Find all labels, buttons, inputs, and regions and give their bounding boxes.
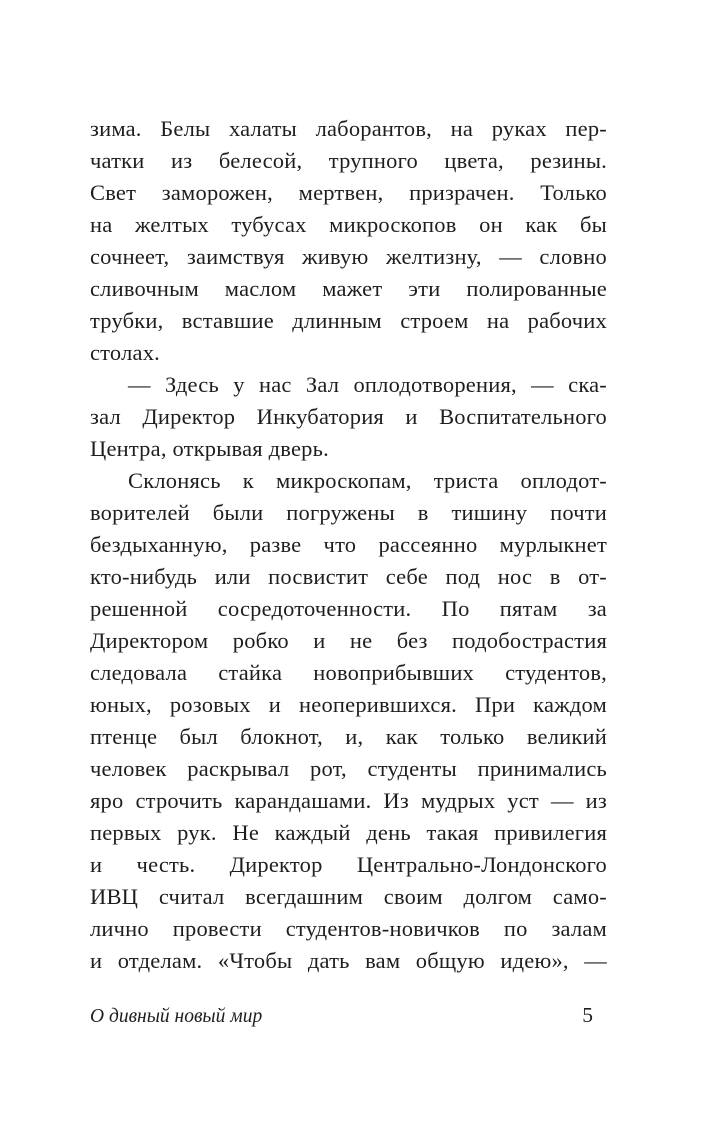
text-line: — Здесь у нас Зал оплодотворения, — ска- [128,372,607,397]
text-line: сливочным маслом мажет эти полированные [90,276,607,301]
text-line: решенной сосредоточенности. По пятам за [90,596,607,621]
text-line: бездыханную, разве что рассеянно мурлыкнет [90,532,607,557]
text-line: человек раскрывал рот, студенты принимались [90,756,607,781]
text-line: кто-нибудь или посвистит себе под нос в от- [90,564,607,589]
page-text [90,113,607,977]
text-line: лично провести студентов-новичков по залам [90,916,607,941]
text-line: зал Директор Инкубатория и Воспитательного [90,404,607,429]
page-footer [90,1001,607,1031]
running-title: О дивный новый мир [90,1006,263,1027]
text-line: сочнеет, заимствуя живую желтизну, — словно [90,244,607,269]
text-line: Центра, открывая дверь. [90,436,329,461]
text-line: на желтых тубусах микроскопов он как бы [90,212,607,237]
text-line: юных, розовых и неоперившихся. При каждом [90,692,607,717]
text-line: Свет заморожен, мертвен, призрачен. Только [90,180,607,205]
text-line: и честь. Директор Центрально-Лондонского [90,852,607,877]
text-line: Директором робко и не без подобострастия [90,628,607,653]
text-line: следовала стайка новоприбывших студентов, [90,660,607,685]
text-line: чатки из белесой, трупного цвета, резины. [90,148,607,173]
text-line: птенце был блокнот, и, как только великий [90,724,607,749]
text-line: первых рук. Не каждый день такая привилегия [90,820,607,845]
text-line: яро строчить карандашами. Из мудрых уст — из [90,788,607,813]
text-line: Склонясь к микроскопам, триста оплодот- [128,468,607,493]
text-line: и отделам. «Чтобы дать вам общую идею», — [90,948,607,973]
text-line: ИВЦ считал всегдашним своим долгом само- [90,884,607,909]
text-line: трубки, вставшие длинным строем на рабочих [90,308,607,333]
text-line: столах. [90,340,160,365]
text-line: ворителей были погружены в тишину почти [90,500,607,525]
text-line: зима. Белы халаты лаборантов, на руках пер- [90,116,607,141]
page-number: 5 [582,1003,593,1027]
